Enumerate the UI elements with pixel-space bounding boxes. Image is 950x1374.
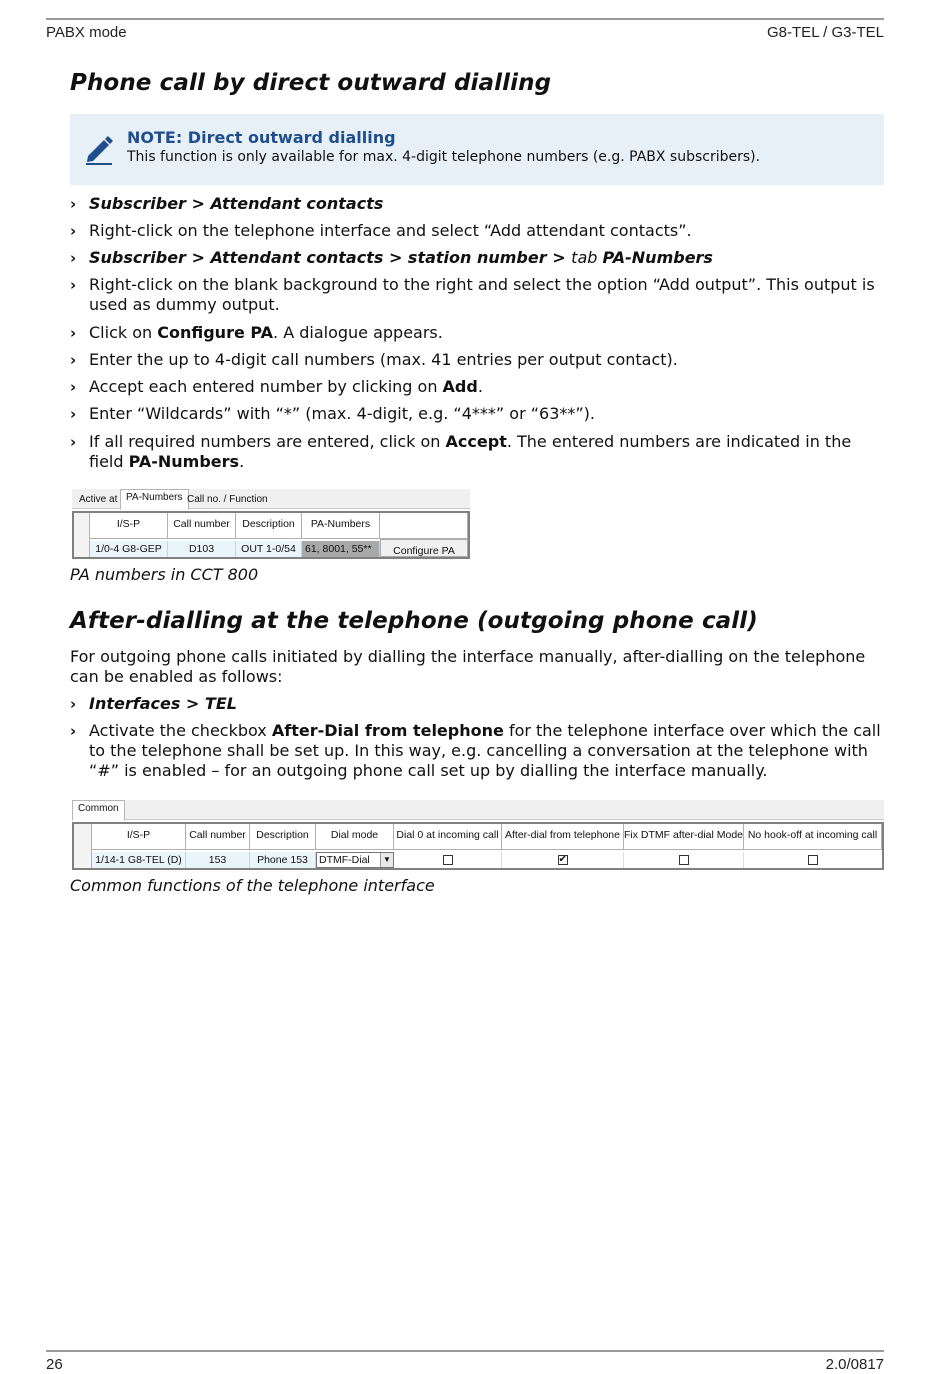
chevron-right-icon: › xyxy=(70,695,77,713)
menu-path: Subscriber > Attendant contacts > station number > xyxy=(89,248,572,267)
step-item xyxy=(70,350,884,370)
tab-bar xyxy=(72,489,470,509)
row-header xyxy=(74,513,90,557)
common-functions-screenshot xyxy=(72,800,884,872)
pa-numbers-cell[interactable]: 61, 8001, 55** xyxy=(302,541,380,557)
step-text: Activate the checkbox xyxy=(89,721,272,740)
tab-call-no-function[interactable]: Call no. / Function xyxy=(187,494,268,505)
column-header[interactable]: No hook-off at incoming call xyxy=(744,824,882,850)
dial-mode-value: DTMF-Dial xyxy=(319,854,370,866)
column-header[interactable]: After-dial from telephone xyxy=(502,824,624,850)
tab-pa-numbers[interactable]: PA-Numbers xyxy=(120,489,189,510)
dial-mode-select[interactable] xyxy=(316,852,394,868)
after-dial-label: After-Dial from telephone xyxy=(271,721,504,740)
step-item xyxy=(70,275,884,315)
checkbox-cell xyxy=(744,852,882,868)
column-header[interactable]: Fix DTMF after-dial Mode xyxy=(624,824,744,850)
figure-caption: Common functions of the telephone interface xyxy=(70,876,435,895)
document-version: 2.0/0817 xyxy=(825,1356,884,1373)
step-text: Enter the up to 4-digit call numbers (max. 41 entries per output contact). xyxy=(89,350,678,369)
checkbox-cell xyxy=(624,852,744,868)
section-title-direct-outward: Phone call by direct outward dialling xyxy=(70,70,552,96)
table-cell[interactable]: OUT 1-0/54 xyxy=(236,541,302,557)
checkbox-cell xyxy=(502,852,624,868)
step-text: for the telephone interface over which the call to the telephone shall be set up. In this way, e.g. cancelling a conversation at the telephone with “#” is enabled – for an outgoing phone call set up by dialling the interface manually. xyxy=(89,721,881,780)
column-header[interactable]: Call number xyxy=(168,513,236,539)
checkbox-cell xyxy=(394,852,502,868)
step-text: Click on xyxy=(89,323,158,342)
chevron-right-icon: › xyxy=(70,276,77,294)
pa-numbers-label: PA-Numbers xyxy=(128,452,240,471)
pen-icon xyxy=(82,132,116,166)
step-item xyxy=(70,721,884,781)
step-item xyxy=(70,221,884,241)
column-header[interactable]: I/S-P xyxy=(92,824,186,850)
tab-word: tab xyxy=(571,248,598,267)
chevron-right-icon: › xyxy=(70,249,77,267)
column-header[interactable]: Description xyxy=(236,513,302,539)
table-cell[interactable]: 153 xyxy=(186,852,250,868)
chevron-right-icon: › xyxy=(70,722,77,740)
column-header[interactable]: Description xyxy=(250,824,316,850)
step-text: . A dialogue appears. xyxy=(273,323,443,342)
chevron-right-icon: › xyxy=(70,222,77,240)
intro-paragraph: For outgoing phone calls initiated by dialling the interface manually, after-dialling on the telephone can be enabled as follows: xyxy=(70,647,866,686)
column-header[interactable]: Call number xyxy=(186,824,250,850)
checkmark-icon: ✔ xyxy=(558,854,567,866)
header-rule xyxy=(46,18,884,20)
tab-bar xyxy=(72,800,884,820)
step-item xyxy=(70,323,884,343)
column-header[interactable]: PA-Numbers xyxy=(302,513,380,539)
step-item xyxy=(70,194,884,214)
step-item xyxy=(70,248,884,268)
table-cell[interactable]: 1/14-1 G8-TEL (D) xyxy=(92,852,186,868)
step-item xyxy=(70,694,884,714)
footer-rule xyxy=(46,1350,884,1352)
note-box xyxy=(70,114,884,185)
step-text: . xyxy=(477,377,483,396)
menu-path: Interfaces > TEL xyxy=(89,694,237,713)
row-header xyxy=(74,824,92,868)
page-number: 26 xyxy=(46,1356,63,1373)
table-cell[interactable]: D103 xyxy=(168,541,236,557)
note-title: NOTE: Direct outward dialling xyxy=(127,128,396,147)
after-dial-checkbox[interactable] xyxy=(558,855,568,865)
pa-table xyxy=(72,511,470,559)
chevron-right-icon: › xyxy=(70,378,77,396)
common-table xyxy=(72,822,884,870)
accept-label: Accept xyxy=(445,432,507,451)
header-right: G8-TEL / G3-TEL xyxy=(767,24,884,41)
step-item xyxy=(70,404,884,424)
configure-pa-button[interactable]: Configure PA xyxy=(380,539,468,557)
chevron-right-icon: › xyxy=(70,405,77,423)
pa-numbers-screenshot xyxy=(72,489,470,561)
menu-path: Subscriber > Attendant contacts xyxy=(89,194,384,213)
step-text: Right-click on the blank background to the right and select the option “Add output”. This output is used as dummy output. xyxy=(89,275,875,314)
table-cell[interactable]: Phone 153 xyxy=(250,852,316,868)
table-cell[interactable]: 1/0-4 G8-GEP xyxy=(90,541,168,557)
step-text: Accept each entered number by clicking on xyxy=(89,377,443,396)
step-text: If all required numbers are entered, click on xyxy=(89,432,446,451)
configure-pa-label: Configure PA xyxy=(157,323,274,342)
tab-active-at[interactable]: Active at xyxy=(79,494,118,505)
step-item xyxy=(70,432,884,472)
section-title-after-dialling: After-dialling at the telephone (outgoing phone call) xyxy=(70,608,758,634)
column-header[interactable]: Dial 0 at incoming call xyxy=(394,824,502,850)
figure-caption: PA numbers in CCT 800 xyxy=(70,565,259,584)
step-text: . The entered numbers are indicated in the field xyxy=(89,432,852,471)
dial-0-checkbox[interactable] xyxy=(443,855,453,865)
add-label: Add xyxy=(442,377,478,396)
chevron-down-icon[interactable]: ▼ xyxy=(380,853,393,867)
step-text: Right-click on the telephone interface and select “Add attendant contacts”. xyxy=(89,221,692,240)
tab-common[interactable]: Common xyxy=(72,800,125,821)
chevron-right-icon: › xyxy=(70,351,77,369)
step-item xyxy=(70,377,884,397)
column-header xyxy=(380,513,468,539)
column-header[interactable]: Dial mode xyxy=(316,824,394,850)
fix-dtmf-checkbox[interactable] xyxy=(679,855,689,865)
chevron-right-icon: › xyxy=(70,324,77,342)
step-text: . xyxy=(239,452,245,471)
column-header[interactable]: I/S-P xyxy=(90,513,168,539)
note-text: This function is only available for max. 4-digit telephone numbers (e.g. PABX subscribers). xyxy=(127,149,761,165)
step-text: Enter “Wildcards” with “*” (max. 4-digit, e.g. “4***” or “63**”). xyxy=(89,404,595,423)
no-hook-off-checkbox[interactable] xyxy=(808,855,818,865)
chevron-right-icon: › xyxy=(70,433,77,451)
tab-name: PA-Numbers xyxy=(602,248,713,267)
header-left: PABX mode xyxy=(46,24,127,41)
chevron-right-icon: › xyxy=(70,195,77,213)
